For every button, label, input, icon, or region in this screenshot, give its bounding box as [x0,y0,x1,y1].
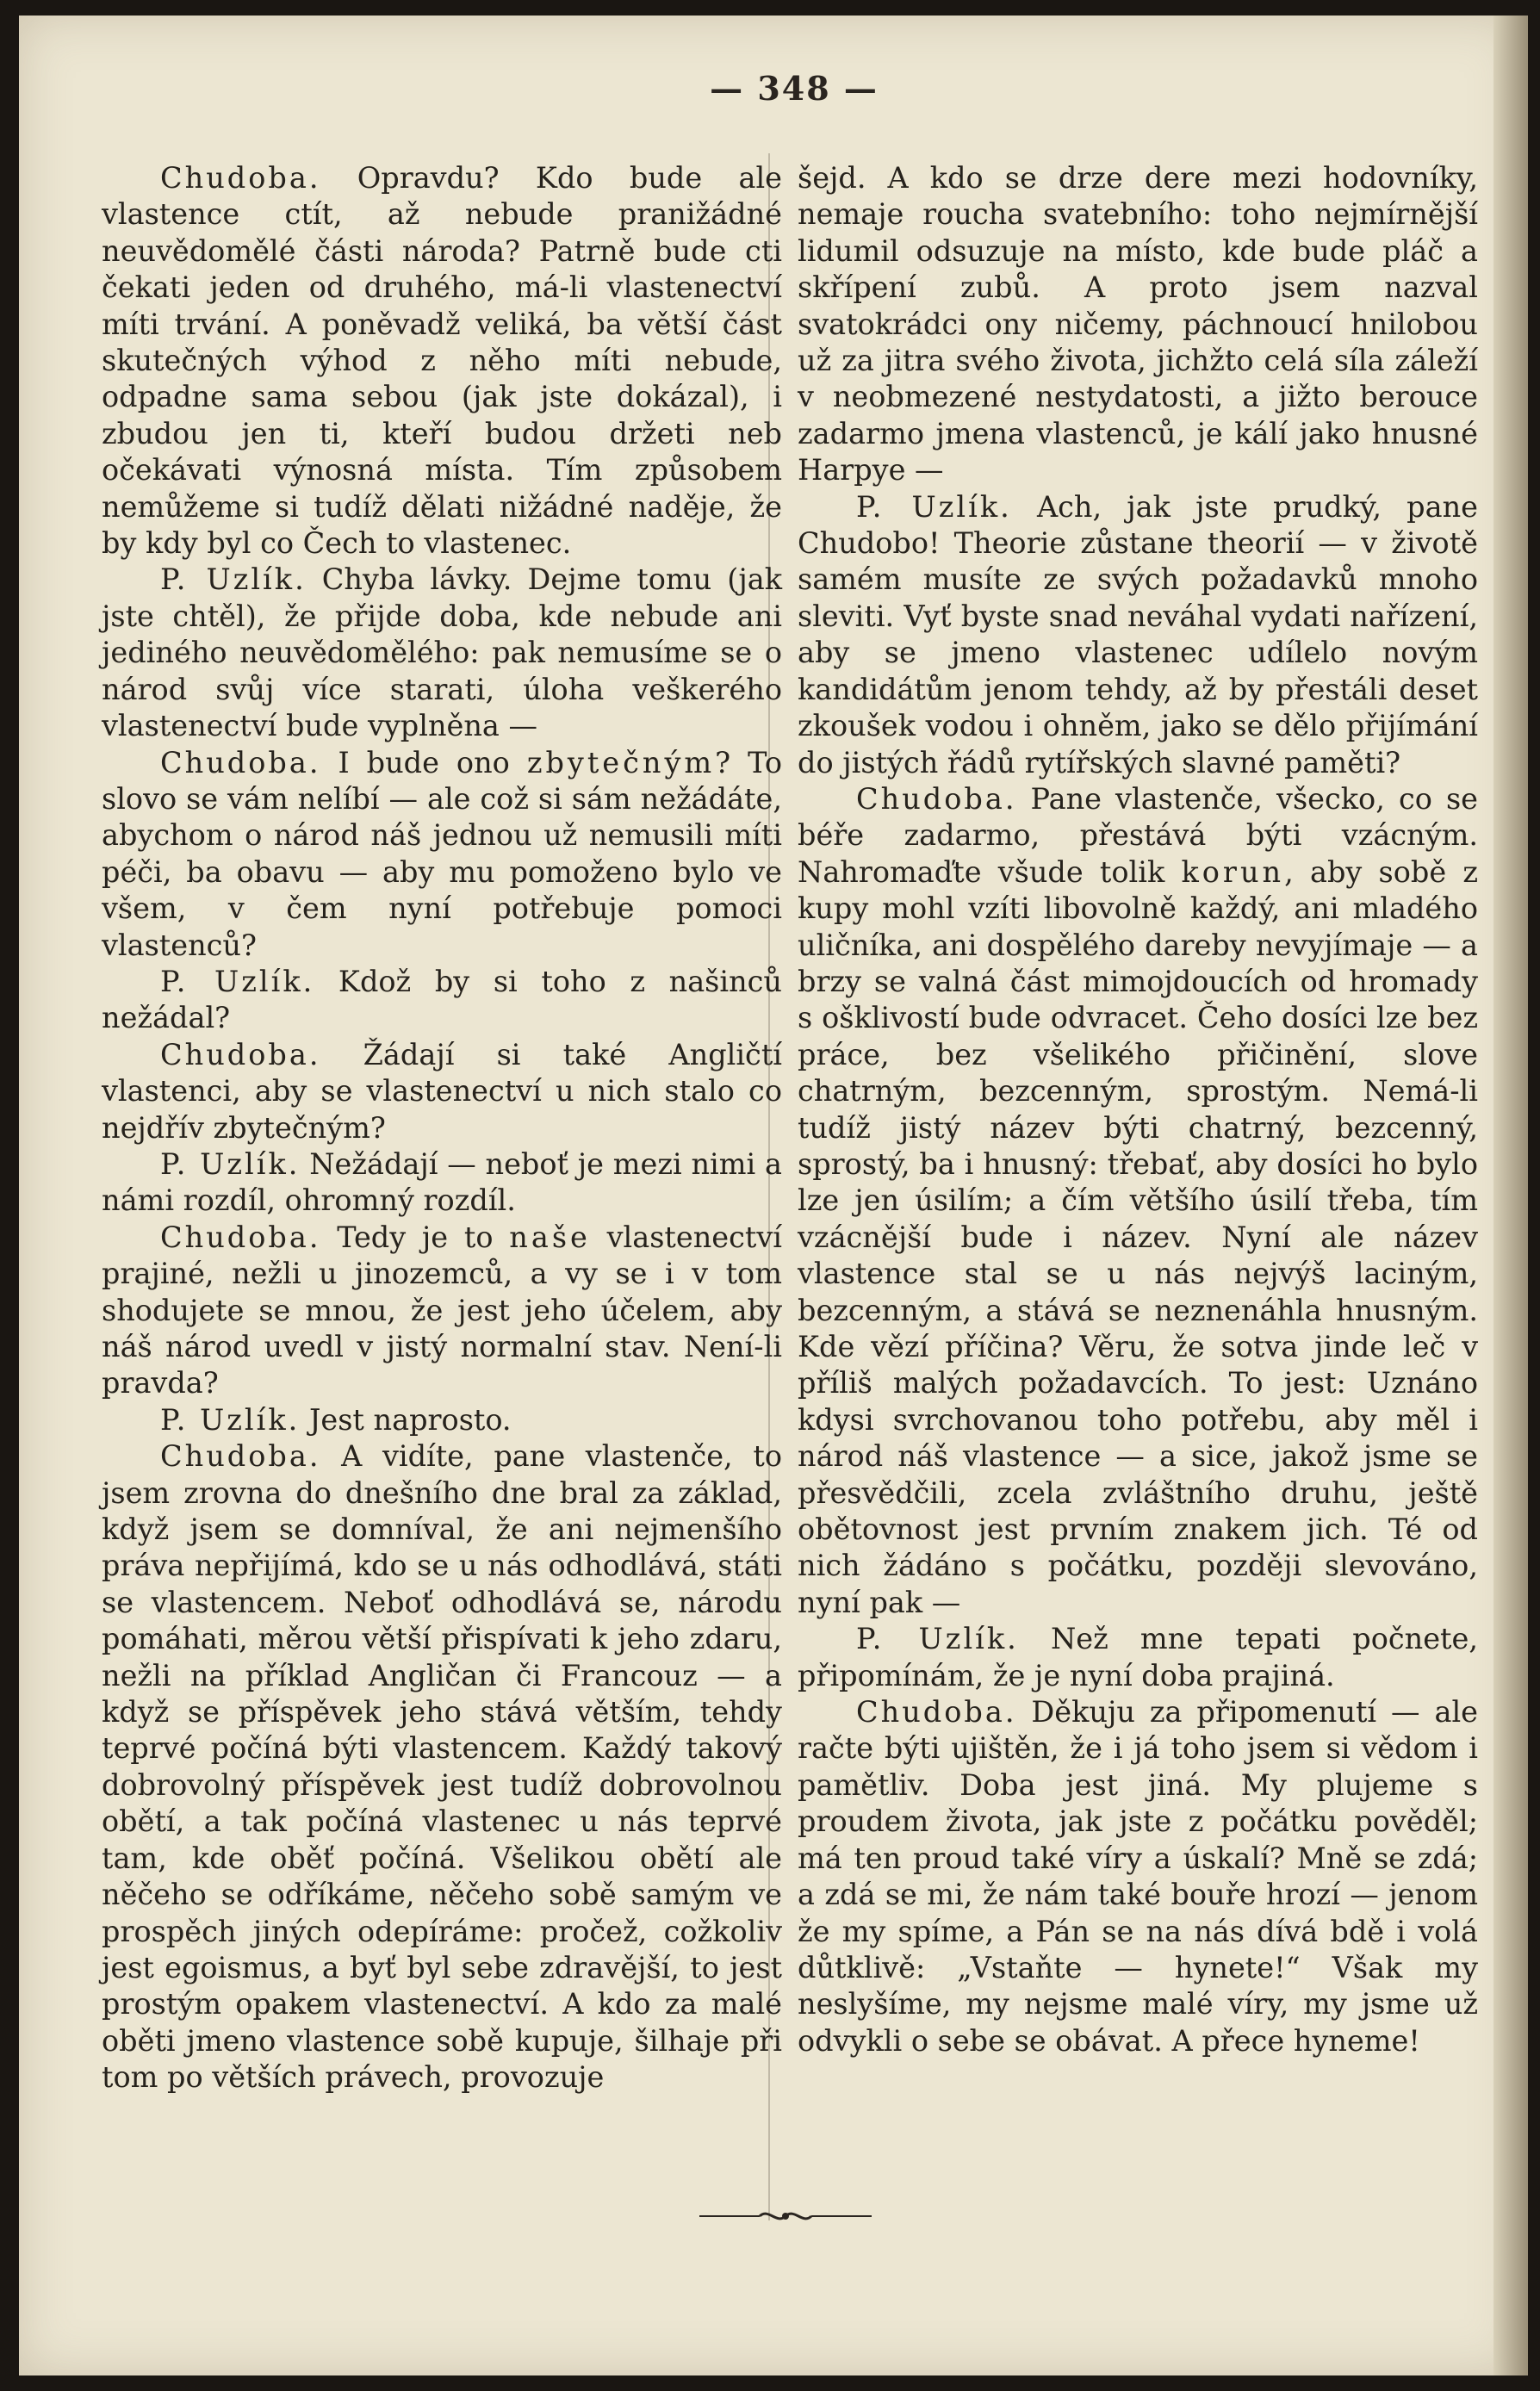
paragraph [102,1220,782,1402]
paragraph-text: Nežádají — neboť je mezi nimi a námi rozdíl, ohromný rozdíl. [102,1146,782,1218]
speaker-name: P. Uzlík. [160,964,315,998]
paragraph-text: šejd. A kdo se drze dere mezi hodovníky, nemaje roucha svatebního: toho nejmírnější lidumil odsuzuje na místo, kde bude pláč a skřípení zubů. A proto jsem nazval svatokrádci ony ničemy, páchnoucí hnilobou už za jitra svého života, jichžto celá síla záleží v neobmezené nestydatosti, a jižto berouce zadarmo jmena vlastenců, je kálí jako hnusné Harpye — [798,161,1478,488]
speaker-name: P. Uzlík. [160,1146,301,1181]
paragraph [798,1621,1478,1694]
paragraph-text: Než mne tepati počnete, připomínám, že je nyní doba prajiná. [798,1622,1478,1692]
paragraph-text: ? To slovo se vám nelíbí — ale což si sám nežádáte, abychom o národ náš jednou už nemusili míti péči, ba obavu — aby mu pomoženo bylo ve všem, v čem nyní potřebuje pomoci vlastenců? [102,745,783,962]
fleuron-ornament [699,2203,872,2229]
paragraph [102,964,782,1037]
paragraph [798,1694,1478,2059]
paragraph [102,160,782,562]
speaker-name: P. Uzlík. [856,489,1012,524]
paragraph-text: vlastenectví prajiné, nežli u jinozemců, a vy se i v tom shodujete se mnou, že jest jeho účelem, aby náš národ uvedl v jistý normalní stav. Není-li pravda? [102,1220,782,1400]
paragraph-text: Jest naprosto. [300,1402,512,1437]
speaker-name: P. Uzlík. [856,1622,1019,1656]
speaker-name: Chudoba. [160,1220,321,1254]
paragraph [798,781,1478,1621]
speaker-name: P. Uzlík. [160,562,307,597]
speaker-name: Chudoba. [160,745,321,779]
paragraph [102,1146,782,1220]
paragraph [102,1037,782,1146]
paragraph [102,745,782,964]
paragraph-text: Pane vlastenče, všecko, co se béře zadarmo, přestává býti vzácným. Nahromaďte všude tolik [798,781,1478,889]
paragraph [102,562,782,744]
paragraph-text: Žádají si také Angličtí vlastenci, aby se vlastenectví u nich stalo co nejdřív zbytečným? [102,1037,782,1145]
speaker-name: Chudoba. [856,1695,1017,1730]
paragraph-text: Ach, jak jste prudký, pane Chudobo! Theorie zůstane theorií — v životě samém musíte ze svých požadavků mnoho sleviti. Vyť byste snad neváhal vydati nařízení, aby se jmeno vlastenec udílelo novým kandidátům jenom tehdy, až by přestáli deset zkoušek vodou i ohněm, jako se dělo přijímání do jistých řádů rytířských slavné paměti? [798,489,1478,779]
paragraph-text: Tedy je to [320,1220,510,1254]
speaker-name: Chudoba. [856,781,1017,816]
paragraph-text: Opravdu? Kdo bude ale vlastence ctít, až nebude pranižádné neuvědomělé části národa? Patrně bude cti čekati jeden od druhého, má-li vlastenectví míti trvání. A poněvadž veliká, ba větší část skutečných výhod z něho míti nebude, odpadne sama sebou (jak jste dokázal), i zbudou jen ti, kteří budou držeti neb očekávati výnosná místa. Tím způsobem nemůžeme si tudíž dělati nižádné naděje, že by kdy byl co Čech to vlastenec. [102,161,782,561]
emphasis-text: naše [509,1220,591,1254]
page-edge [1493,16,1528,2375]
paragraph [798,160,1478,489]
paragraph-text: Chyba lávky. Dejme tomu (jak jste chtěl), že přijde doba, kde nebude ani jediného neuvědomělého: pak nemusíme se o národ svůj více starati, úloha veškerého vlastenectví bude vyplněna — [102,562,782,743]
left-column [102,160,782,2096]
book-page [19,16,1521,2375]
paragraph [798,489,1478,781]
speaker-name: Chudoba. [160,1037,321,1071]
paragraph-text: , aby sobě z kupy mohl vzíti libovolně každý, ani mladého uličníka, ani dospělého dareby nevyjímaje — a brzy se valná část mimojdoucích od hromady s ošklivostí bude odvracet. Čeho dosíci lze bez práce, bez všelikého přičinění, slove chatrným, bezcenným, sprostým. Nemá-li tudíž jistý název býti chatrný, bezcenný, sprostý, ba i hnusný: třebať, aby dosíci ho bylo lze jen úsilím; a čím většího úsilí třeba, tím vzácnější bude i název. Nyní ale název vlastence stal se u nás nejvýš laciným, bezcenným, a stává se neznenáhla hnusným. Kde vězí příčina? Věru, že sotva jinde leč v příliš malých požadavcích. To jest: Uznáno kdysi svrchovanou toho potřebu, aby měl i národ náš vlastence — a sice, jakož jsme se přesvědčili, zcela zvláštního druhu, ještě obětovnost jest prvním znakem jich. Té od nich žádáno s počátku, později slevováno, nyní pak — [798,854,1479,1619]
paragraph-text: Děkuju za připomenutí — ale račte býti ujištěn, že i já toho jsem si vědom i pamětliv. Doba jest jiná. My plujeme s proudem života, jak jste z počátku pověděl; má ten proud také víry a úskalí? Mně se zdá; a zdá se mi, že nám také bouře hrozí — jenom že my spíme, a Pán se na nás dívá bdě i volá důtklivě: „Vstaňte — hynete!“ Však my neslyšíme, my nejsme malé víry, my jsme už odvykli o sebe se obávat. A přece hyneme! [798,1695,1478,2058]
paragraph-text: I bude ono [320,745,527,779]
right-column [798,160,1478,2059]
emphasis-text: zbytečným [526,745,716,779]
speaker-name: Chudoba. [160,161,321,195]
emphasis-text: korun [1181,854,1285,889]
paragraph [102,1438,782,2096]
speaker-name: P. Uzlík. [160,1402,301,1437]
paragraph [102,1402,782,1438]
paragraph-text: A vidíte, pane vlastenče, to jsem zrovna do dnešního dne bral za základ, když jsem se domníval, že ani nejmenšího práva nepřijímá, kdo se u nás odhodlává, státi se vlastencem. Neboť odhodlává se, národu pomáhati, měrou větší přispívati k jeho zdaru, nežli na příklad Angličan či Francouz — a když se příspěvek jeho stává větším, tehdy teprvé počíná býti vlastencem. Každý takový dobrovolný příspěvek jest tudíž dobrovolnou obětí, a tak počíná vlastenec u nás teprvé tam, kde oběť počíná. Všelikou obětí ale něčeho se odříkáme, něčeho sobě samým ve prospěch jiných odepíráme: pročež, cožkoliv jest egoismus, a byť byl sebe zdravější, to jest prostým opakem vlastenectví. A kdo za malé oběti jmeno vlastence sobě kupuje, šilhaje při tom po větších právech, provozuje [102,1439,782,2095]
page-number: — 348 — [710,69,879,108]
speaker-name: Chudoba. [160,1439,321,1474]
paragraph-text: Kdož by si toho z našinců nežádal? [102,964,782,1035]
